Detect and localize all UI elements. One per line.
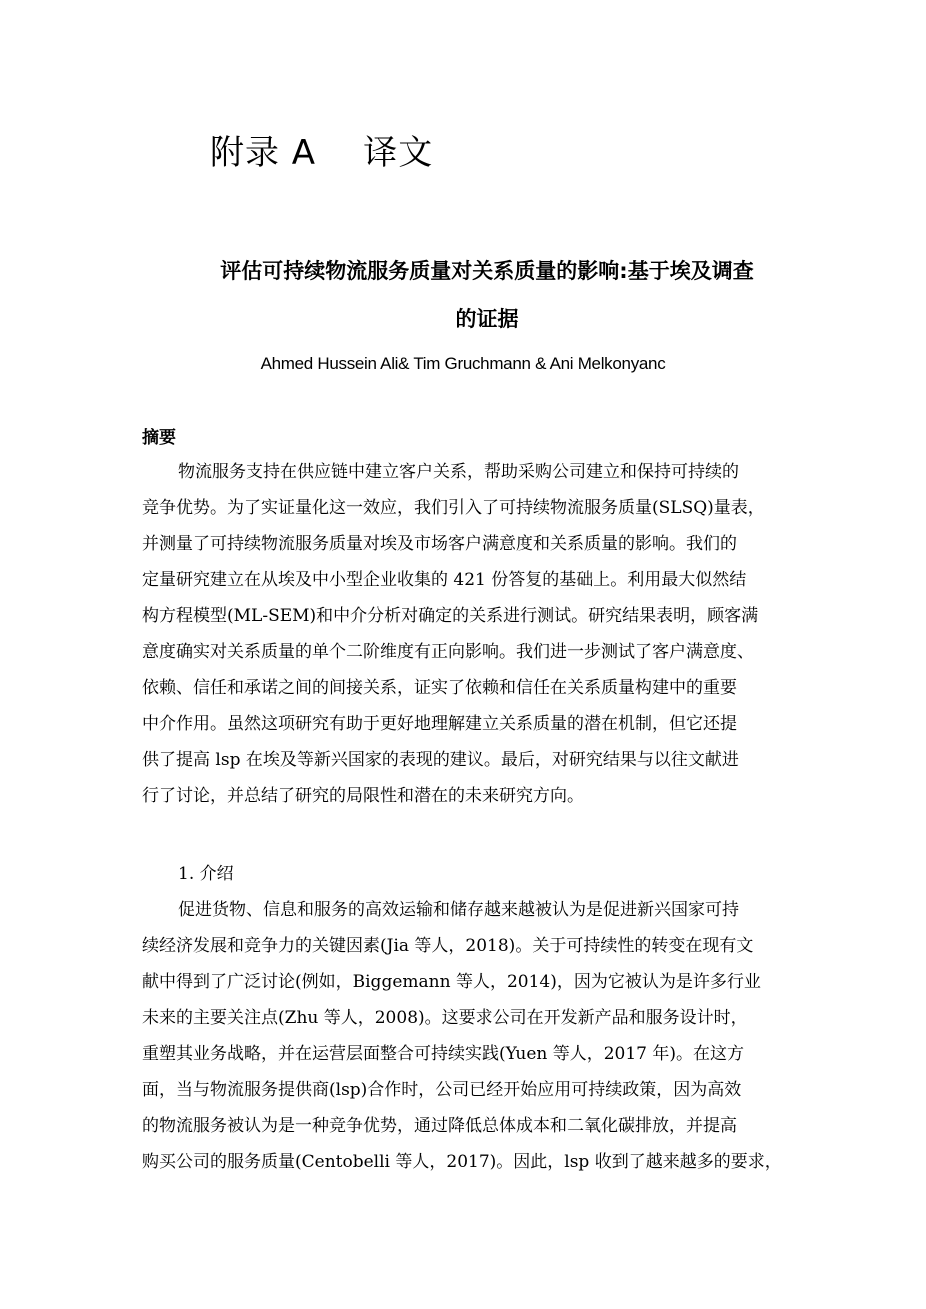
introduction-line: 面，当与物流服务提供商(lsp)合作时，公司已经开始应用可持续政策，因为高效 <box>142 1080 742 1100</box>
abstract-line: 中介作用。虽然这项研究有助于更好地理解建立关系质量的潜在机制，但它还提 <box>142 714 737 734</box>
abstract-line: 行了讨论，并总结了研究的局限性和潜在的未来研究方向。 <box>142 786 584 806</box>
introduction-heading: 1. 介绍 <box>178 864 234 884</box>
abstract-line: 依赖、信任和承诺之间的间接关系，证实了依赖和信任在关系质量构建中的重要 <box>142 678 737 698</box>
abstract-heading: 摘要 <box>142 428 176 448</box>
abstract-line: 意度确实对关系质量的单个二阶维度有正向影响。我们进一步测试了客户满意度、 <box>142 642 754 662</box>
abstract-line: 定量研究建立在从埃及中小型企业收集的 421 份答复的基础上。利用最大似然结 <box>142 570 747 590</box>
introduction-line: 续经济发展和竞争力的关键因素(Jia 等人，2018)。关于可持续性的转变在现有文 <box>142 936 754 956</box>
introduction-line: 重塑其业务战略，并在运营层面整合可持续实践(Yuen 等人，2017 年)。在这方 <box>142 1044 745 1064</box>
abstract-line: 供了提高 lsp 在埃及等新兴国家的表现的建议。最后，对研究结果与以往文献进 <box>142 750 739 770</box>
abstract-line: 并测量了可持续物流服务质量对埃及市场客户满意度和关系质量的影响。我们的 <box>142 534 737 554</box>
appendix-title: 附录 A 译文 <box>210 133 434 173</box>
introduction-line: 献中得到了广泛讨论(例如，Biggemann 等人，2014)，因为它被认为是许多行业 <box>142 972 761 992</box>
paper-authors: Ahmed Hussein Ali& Tim Gruchmann & Ani Melkonyanc <box>260 354 666 373</box>
introduction-line: 促进货物、信息和服务的高效运输和储存越来越被认为是促进新兴国家可持 <box>178 900 739 920</box>
paper-title-line-2: 的证据 <box>455 307 519 331</box>
introduction-line: 未来的主要关注点(Zhu 等人，2008)。这要求公司在开发新产品和服务设计时， <box>142 1008 748 1028</box>
introduction-line: 的物流服务被认为是一种竞争优势，通过降低总体成本和二氧化碳排放，并提高 <box>142 1116 737 1136</box>
introduction-line: 购买公司的服务质量(Centobelli 等人，2017)。因此，lsp 收到了越来越多的要求， <box>142 1152 782 1172</box>
abstract-line: 物流服务支持在供应链中建立客户关系，帮助采购公司建立和保持可持续的 <box>178 462 739 482</box>
abstract-line: 构方程模型(ML-SEM)和中介分析对确定的关系进行测试。研究结果表明，顾客满 <box>142 606 759 626</box>
paper-title-line-1: 评估可持续物流服务质量对关系质量的影响:基于埃及调查 <box>220 259 754 283</box>
abstract-line: 竞争优势。为了实证量化这一效应，我们引入了可持续物流服务质量(SLSQ)量表， <box>142 498 765 518</box>
